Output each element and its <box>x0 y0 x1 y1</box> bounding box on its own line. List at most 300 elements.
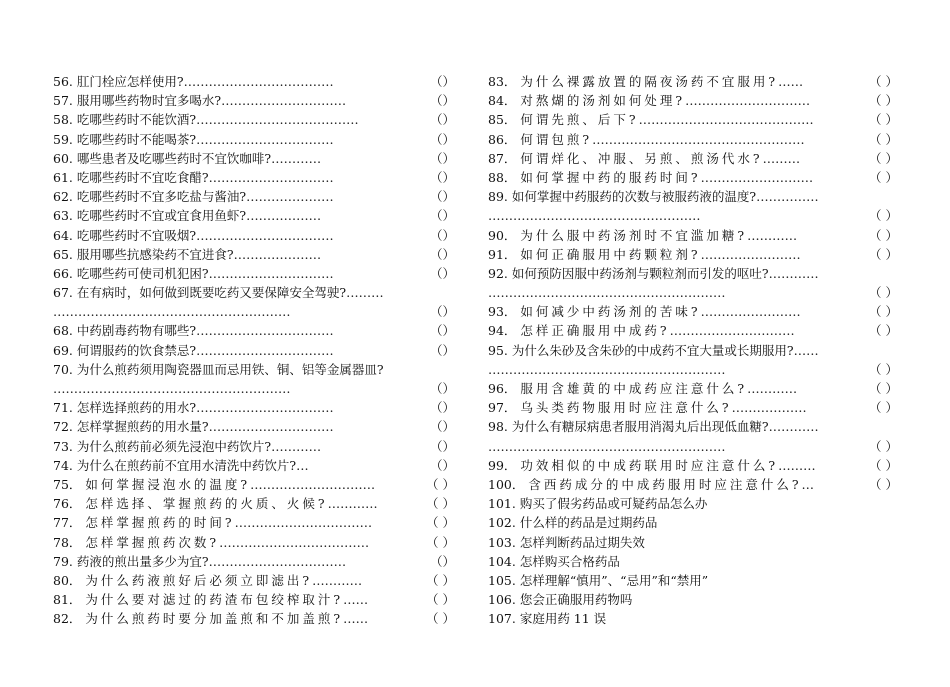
question-item <box>488 379 898 398</box>
leader-dots: …………………………… <box>196 323 334 339</box>
question-text: 如何正确服用中药颗粒剂? <box>520 246 701 262</box>
question-line <box>53 151 321 166</box>
question-text: 药液的煎出量多少为宜? <box>76 553 209 569</box>
question-item <box>53 437 463 456</box>
question-item <box>488 456 898 475</box>
question-item <box>53 513 463 532</box>
question-text: 怎样理解“慎用”、“忌用”和“禁用” <box>519 572 709 588</box>
answer-parentheses: （ ） <box>426 572 455 588</box>
question-line <box>488 592 632 607</box>
question-text: 为什么煎药时要分加盖煎和不加盖煎? <box>85 611 344 627</box>
question-item <box>488 130 898 149</box>
question-line <box>488 247 801 262</box>
leader-dots: ………………………… <box>685 93 811 109</box>
leader-dots: …………………………… <box>196 131 334 147</box>
question-item <box>488 245 898 264</box>
question-item <box>488 398 898 417</box>
answer-parentheses: （） <box>429 381 455 397</box>
question-line <box>488 112 814 127</box>
question-line <box>488 170 813 185</box>
question-line <box>53 266 334 281</box>
question-line <box>488 304 801 319</box>
question-text: 何谓烊化、冲服、另煎、煎汤代水? <box>520 150 763 166</box>
answer-parentheses: （ ） <box>869 477 898 492</box>
question-text: 如何掌握中药的服药时间? <box>520 169 701 185</box>
leader-dots: ………… <box>271 438 322 454</box>
question-number: 101. <box>488 496 516 512</box>
answer-parentheses: （） <box>429 419 455 435</box>
leader-dots: ……… <box>762 150 801 166</box>
answer-parentheses: （ ） <box>869 112 898 128</box>
question-number: 56. <box>53 74 73 89</box>
answer-parentheses: （ ） <box>869 457 898 473</box>
question-number: 75． <box>53 476 82 492</box>
question-text: 何谓先煎、后下? <box>520 112 639 128</box>
question-number: 69. <box>53 342 73 358</box>
question-number: 64. <box>53 227 73 243</box>
question-text: 乌头类药物服用时应注意什么? <box>520 400 732 416</box>
leader-dots: ……………… <box>246 208 322 224</box>
question-text: 购买了假劣药品或可疑药品怎么办 <box>519 496 708 512</box>
question-number: 87． <box>488 150 517 166</box>
question-number: 65. <box>53 246 73 262</box>
leader-dots: ……………………………… <box>183 74 334 89</box>
question-item <box>488 321 898 340</box>
question-line <box>53 611 368 626</box>
question-line <box>488 151 800 166</box>
leader-dots: ……… <box>346 285 384 301</box>
question-line <box>53 189 334 204</box>
question-item <box>53 475 463 494</box>
question-item <box>488 110 898 129</box>
question-text: 何谓包煎? <box>520 131 593 147</box>
question-line <box>53 496 378 511</box>
leader-dots: …………………………… <box>234 515 373 531</box>
question-number: 92. <box>488 265 508 281</box>
question-line <box>53 419 334 434</box>
leader-dots: ………… <box>768 419 819 435</box>
question-line <box>53 362 384 377</box>
question-line <box>53 515 372 530</box>
question-text: 您会正确服用药物吗 <box>519 592 633 608</box>
question-line <box>488 419 819 434</box>
question-line <box>53 554 346 569</box>
question-line <box>53 458 309 473</box>
answer-parentheses: （ ） <box>869 381 898 397</box>
question-number: 88． <box>488 169 517 185</box>
question-text: 怎样选择煎药的用水? <box>76 400 197 416</box>
question-item <box>488 609 898 628</box>
answer-parentheses: （ ） <box>869 131 898 147</box>
question-line <box>488 496 707 511</box>
leader-dots: ………… <box>327 496 378 512</box>
question-line <box>53 343 334 358</box>
question-text: 为什么服中药汤剂时不宜滥加糖? <box>520 227 748 243</box>
question-number: 105. <box>488 572 516 588</box>
question-number: 61. <box>53 169 73 185</box>
question-text: 如何减少中药汤剂的苦味? <box>520 304 701 320</box>
answer-parentheses: （） <box>429 438 455 454</box>
question-text: 如何掌握浸泡水的温度? <box>85 476 251 492</box>
leader-dots: ……………… <box>731 400 807 416</box>
leader-dots: ………………………… <box>669 323 795 339</box>
answer-parentheses: （ ） <box>869 246 898 262</box>
leader-dots: …… <box>778 74 804 89</box>
question-item <box>488 590 898 609</box>
question-number: 70. <box>53 361 73 377</box>
answer-parentheses: （） <box>429 169 455 185</box>
question-text: 为什么药液煎好后必须立即滤出? <box>85 572 313 588</box>
question-line <box>53 535 369 550</box>
question-number: 76． <box>53 496 82 512</box>
leader-dots: ……… <box>778 457 816 473</box>
question-number: 90． <box>488 227 517 243</box>
question-item <box>488 149 898 168</box>
answer-parentheses: （ ） <box>869 74 898 89</box>
question-number: 104. <box>488 553 516 569</box>
question-text: 服用哪些药物时宜多喝水? <box>76 93 222 109</box>
question-item <box>53 206 463 225</box>
question-text: 如何掌握中药服药的次数与被服药液的温度? <box>511 189 757 205</box>
question-line <box>488 93 810 108</box>
question-line <box>53 74 334 89</box>
question-item <box>488 72 898 91</box>
question-line <box>53 208 321 223</box>
leader-dots-continued: ………………………………………………… <box>488 361 726 377</box>
leader-dots: …………………… <box>700 246 801 262</box>
question-text: 对熬煳的汤剂如何处理? <box>520 93 686 109</box>
answer-parentheses: （） <box>429 246 455 262</box>
answer-parentheses: （） <box>429 553 455 569</box>
question-item <box>53 187 463 206</box>
leader-dots-continued: ………………………………………………… <box>488 285 726 301</box>
question-line <box>488 515 657 530</box>
question-number: 72. <box>53 419 73 435</box>
question-text: 哪些患者及吃哪些药时不宜饮咖啡? <box>76 150 272 166</box>
question-line <box>53 477 375 492</box>
question-line <box>488 132 805 147</box>
question-line <box>488 573 708 588</box>
answer-parentheses: （ ） <box>869 227 898 243</box>
question-item <box>53 609 463 628</box>
question-item <box>488 226 898 245</box>
question-line <box>488 189 819 204</box>
question-item <box>488 571 898 590</box>
answer-parentheses: （ ） <box>426 592 455 608</box>
question-number: 77． <box>53 515 82 531</box>
question-line <box>53 93 346 108</box>
question-line <box>53 573 362 588</box>
question-number: 84． <box>488 93 517 109</box>
leader-dots: …… <box>343 611 369 627</box>
question-item <box>53 571 463 590</box>
leader-dots: ………… <box>747 227 798 243</box>
question-text: 为什么要对滤过的药渣布包绞榨取汁? <box>85 592 344 608</box>
question-text: 功效相似的中成药联用时应注意什么? <box>520 457 779 473</box>
answer-parentheses: （） <box>429 457 455 473</box>
question-number: 102. <box>488 515 516 531</box>
question-item <box>53 494 463 513</box>
question-item <box>53 533 463 552</box>
question-number: 94． <box>488 323 517 339</box>
answer-parentheses: （ ） <box>426 515 455 531</box>
question-item <box>53 245 463 264</box>
question-text: 吃哪些药时不宜或宜食用鱼虾? <box>76 208 247 224</box>
answer-parentheses: （ ） <box>869 169 898 185</box>
question-text: 怎样购买合格药品 <box>519 553 620 569</box>
question-number: 58. <box>53 112 73 128</box>
answer-parentheses: （） <box>429 112 455 128</box>
question-item <box>488 302 898 321</box>
question-item <box>488 168 898 187</box>
question-line <box>53 170 334 185</box>
question-item <box>53 72 463 91</box>
question-text: 中药剧毒药物有哪些? <box>76 323 197 339</box>
answer-parentheses: （ ） <box>869 93 898 109</box>
question-line <box>488 323 795 338</box>
answer-parentheses: （） <box>429 93 455 109</box>
answer-parentheses: （ ） <box>426 476 455 492</box>
leader-dots: ………………………… <box>208 169 334 185</box>
question-text: 吃哪些药时不宜多吃盐与酱油? <box>76 189 247 205</box>
leader-dots: ……………………………… <box>219 534 370 550</box>
answer-parentheses: （） <box>429 150 455 166</box>
question-line <box>53 439 321 454</box>
question-line <box>53 323 334 338</box>
question-text: 含西药成分的中成药服用时应注意什么? <box>528 477 802 492</box>
question-number: 67. <box>53 285 73 301</box>
question-item <box>53 398 463 417</box>
question-line <box>53 592 368 607</box>
question-number: 103. <box>488 534 516 550</box>
leader-dots: ………………………… <box>208 419 334 435</box>
question-line <box>488 458 816 473</box>
question-number: 68. <box>53 323 73 339</box>
question-item <box>53 552 463 571</box>
question-text: 服用哪些抗感染药不宜进食? <box>76 246 234 262</box>
question-line <box>488 343 819 358</box>
answer-parentheses: （ ） <box>869 400 898 416</box>
leader-dots: ………………… <box>233 246 322 262</box>
question-number: 73. <box>53 438 73 454</box>
leader-dots: …………………………………………… <box>592 131 805 147</box>
question-number: 62. <box>53 189 73 205</box>
question-line <box>53 400 334 415</box>
question-text: 为什么裸露放置的隔夜汤药不宜服用? <box>520 74 779 89</box>
question-line <box>488 381 797 396</box>
leader-dots: ………………………… <box>208 265 334 281</box>
question-line <box>488 228 797 243</box>
question-text: 在有病时，如何做到既要吃药又要保障安全驾驶? <box>76 285 347 301</box>
left-question-column <box>53 72 463 628</box>
question-number: 78． <box>53 534 82 550</box>
question-item <box>53 149 463 168</box>
question-text: 怎样掌握煎药的时间? <box>85 515 235 531</box>
question-number: 71. <box>53 400 73 416</box>
answer-parentheses: （ ） <box>869 285 898 301</box>
leader-dots: …………… <box>756 189 819 205</box>
leader-dots: ……………………… <box>700 169 814 185</box>
leader-dots: ………… <box>271 150 322 166</box>
question-number: 66. <box>53 265 73 281</box>
question-text: 怎样掌握煎药的用水量? <box>76 419 209 435</box>
answer-parentheses: （） <box>429 227 455 243</box>
answer-parentheses: （） <box>429 265 455 281</box>
question-line <box>53 228 334 243</box>
answer-parentheses: （） <box>429 304 455 320</box>
answer-parentheses: （ ） <box>869 150 898 166</box>
question-number: 60. <box>53 150 73 166</box>
question-item <box>53 91 463 110</box>
leader-dots: ………… <box>768 265 819 281</box>
answer-parentheses: （） <box>429 208 455 224</box>
question-text: 吃哪些药时不能饮酒? <box>76 112 197 128</box>
leader-dots: …………………………… <box>196 400 334 416</box>
question-text: 怎样判断药品过期失效 <box>519 534 645 550</box>
question-number: 81． <box>53 592 82 608</box>
question-line <box>53 247 321 262</box>
question-number: 86． <box>488 131 517 147</box>
question-line <box>53 112 359 127</box>
question-text: 吃哪些药时不宜吸烟? <box>76 227 197 243</box>
question-item <box>488 552 898 571</box>
leader-dots: ………………… <box>246 189 334 205</box>
answer-parentheses: （ ） <box>426 611 455 627</box>
question-line <box>488 554 620 569</box>
question-text: 吃哪些药可使司机犯困? <box>76 265 209 281</box>
leader-dots: ………… <box>747 381 798 397</box>
question-number: 99． <box>488 457 517 473</box>
question-text: 吃哪些药时不能喝茶? <box>76 131 197 147</box>
leader-dots: …………………………… <box>208 553 347 569</box>
question-number: 83． <box>488 74 517 89</box>
question-text: 怎样正确服用中成药? <box>520 323 670 339</box>
leader-dots: … <box>801 477 815 492</box>
question-item <box>53 130 463 149</box>
leader-dots-continued: …………………………………………… <box>488 208 701 224</box>
question-number: 107. <box>488 611 516 627</box>
question-number: 85． <box>488 112 517 128</box>
leader-dots: ………………………… <box>250 476 376 492</box>
question-number: 59. <box>53 131 73 147</box>
question-item <box>488 264 898 302</box>
leader-dots: ………… <box>312 572 363 588</box>
question-item <box>53 417 463 436</box>
right-question-column <box>488 72 898 629</box>
question-text: 为什么有糖尿病患者服用消渴丸后出现低血糖? <box>511 419 769 435</box>
question-text: 为什么煎药前必须先浸泡中药饮片? <box>76 438 272 454</box>
leader-dots: …… <box>793 342 819 358</box>
question-item <box>488 187 898 225</box>
question-line <box>488 74 803 89</box>
question-number: 91． <box>488 246 517 262</box>
leader-dots: ………………………………… <box>196 112 359 128</box>
answer-parentheses: （ ） <box>426 496 455 512</box>
question-item <box>53 283 463 321</box>
question-text: 为什么朱砂及含朱砂的中成药不宜大量或长期服用? <box>511 342 794 358</box>
question-line <box>488 477 814 492</box>
leader-dots-continued: ………………………………………………… <box>488 438 726 454</box>
question-text: 吃哪些药时不宜吃食醋? <box>76 169 209 185</box>
question-item <box>53 110 463 129</box>
question-item <box>53 226 463 245</box>
question-number: 63. <box>53 208 73 224</box>
answer-parentheses: （） <box>429 189 455 205</box>
question-text: 何谓服药的饮食禁忌? <box>76 342 197 358</box>
question-item <box>53 590 463 609</box>
question-item <box>53 360 463 398</box>
question-item <box>53 264 463 283</box>
question-text: 家庭用药 11 误 <box>519 611 607 627</box>
question-line <box>53 285 384 300</box>
question-item <box>488 417 898 455</box>
question-text: 服用含雄黄的中成药应注意什么? <box>520 381 748 397</box>
answer-parentheses: （） <box>429 131 455 147</box>
leader-dots: …………………………… <box>196 342 334 358</box>
question-text: 如何预防因服中药汤剂与颗粒剂而引发的呕吐? <box>511 265 769 281</box>
answer-parentheses: （ ） <box>869 304 898 320</box>
question-text: 什么样的药品是过期药品 <box>519 515 658 531</box>
leader-dots: ………………………… <box>221 93 347 109</box>
question-line <box>488 400 807 415</box>
question-number: 96． <box>488 381 517 397</box>
leader-dots: …………………………… <box>196 227 334 243</box>
question-text: 为什么在煎药前不宜用水清洗中药饮片? <box>76 457 297 473</box>
question-number: 79. <box>53 553 73 569</box>
question-item <box>488 494 898 513</box>
question-item <box>488 341 898 379</box>
answer-parentheses: （） <box>429 342 455 358</box>
leader-dots: …………………… <box>700 304 801 320</box>
question-number: 97． <box>488 400 517 416</box>
question-line <box>488 611 606 626</box>
question-number: 98. <box>488 419 508 435</box>
leader-dots: …………………………………… <box>638 112 814 128</box>
leader-dots-continued: ………………………………………………… <box>53 304 291 320</box>
answer-parentheses: （） <box>429 74 455 89</box>
question-item <box>488 513 898 532</box>
question-text: 怎样选择、掌握煎药的火质、火候? <box>85 496 328 512</box>
question-line <box>53 132 334 147</box>
question-number: 89. <box>488 189 508 205</box>
leader-dots-continued: ………………………………………………… <box>53 381 291 397</box>
question-item <box>488 91 898 110</box>
question-number: 82． <box>53 611 82 627</box>
question-line <box>488 535 645 550</box>
answer-parentheses: （ ） <box>426 534 455 550</box>
leader-dots: … <box>296 457 309 473</box>
question-number: 74. <box>53 457 73 473</box>
answer-parentheses: （ ） <box>869 438 898 454</box>
question-number: 106. <box>488 592 516 608</box>
question-item <box>53 168 463 187</box>
question-number: 80． <box>53 572 82 588</box>
question-number: 57. <box>53 93 73 109</box>
question-item <box>488 533 898 552</box>
answer-parentheses: （ ） <box>869 323 898 339</box>
question-item <box>53 321 463 340</box>
answer-parentheses: （ ） <box>869 208 898 224</box>
question-text: 肛门栓应怎样使用? <box>76 74 184 89</box>
question-number: 93． <box>488 304 517 320</box>
answer-parentheses: （ ） <box>869 361 898 377</box>
question-item <box>53 456 463 475</box>
question-line <box>488 266 819 281</box>
question-number: 95. <box>488 342 508 358</box>
answer-parentheses: （） <box>429 323 455 339</box>
question-text: 怎样掌握煎药次数? <box>85 534 220 550</box>
question-item <box>488 475 898 494</box>
